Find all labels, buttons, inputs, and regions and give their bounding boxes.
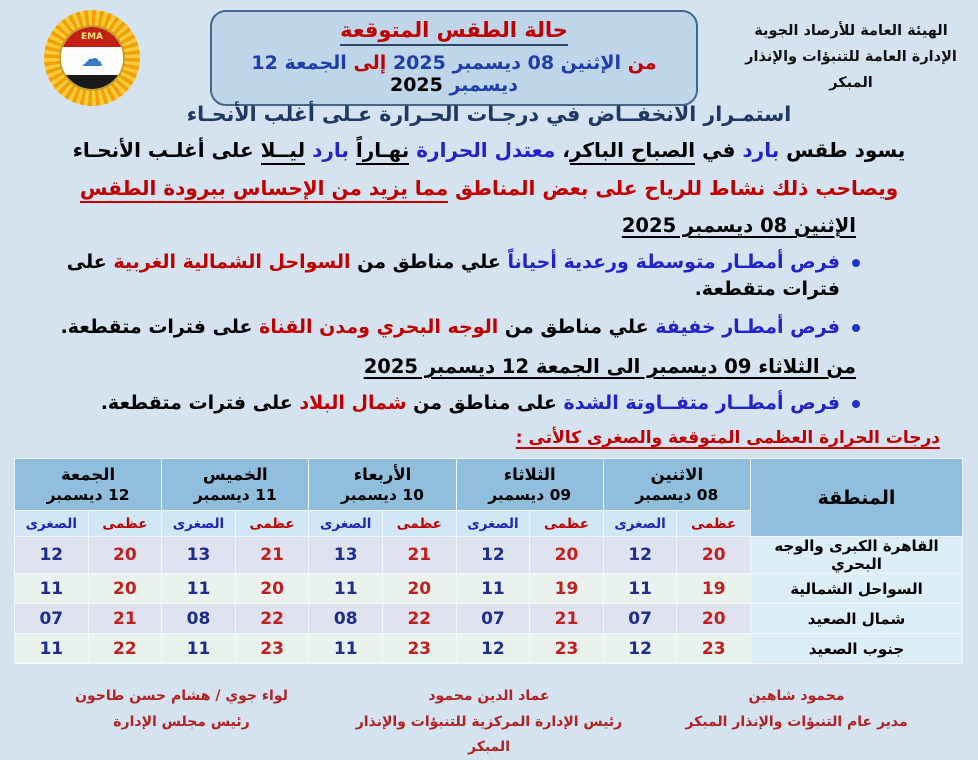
max-temp: 21	[88, 604, 162, 634]
text-segment: يسود طقس	[779, 138, 906, 162]
max-temp: 22	[235, 604, 309, 634]
forecast-bullet	[30, 390, 860, 417]
min-temp: 11	[14, 634, 88, 664]
max-temp: 19	[530, 574, 604, 604]
min-temp: 11	[14, 574, 88, 604]
min-temp: 12	[14, 537, 88, 574]
text-segment: بارد	[312, 138, 349, 162]
ema-logo	[12, 8, 172, 106]
text-segment: بارد	[742, 138, 780, 162]
org-line1: الهيئة العامة للأرصاد الجوية	[754, 23, 948, 39]
logo-emblem	[59, 25, 125, 91]
max-temp: 19	[677, 574, 751, 604]
max-temp: 20	[677, 604, 751, 634]
header-bar	[0, 8, 978, 96]
region-name: شمال الصعيد	[751, 604, 963, 634]
max-temp: 20	[677, 537, 751, 574]
max-label: عظمى	[235, 511, 309, 537]
day-header	[14, 459, 161, 511]
text-segment: الصباح الباكر	[570, 138, 695, 165]
day-name: الأربعاء	[353, 465, 412, 485]
day-date: 12 ديسمبر	[46, 486, 130, 505]
bullet-text	[30, 249, 840, 302]
text-segment: على مناطق من	[406, 391, 564, 414]
min-label: الصغرى	[603, 511, 677, 537]
max-temp: 20	[530, 537, 604, 574]
max-temp: 22	[88, 634, 162, 664]
table-row	[14, 537, 962, 574]
bullet-text	[101, 390, 840, 417]
region-name: القاهرة الكبرى والوجه البحري	[751, 537, 963, 574]
section-tue-fri	[0, 355, 978, 417]
signature-title: رئيس مجلس الإدارة	[113, 713, 250, 730]
text-segment: نهـاراً	[356, 138, 409, 165]
text-segment: ويصاحب ذلك نشاط للرياح على بعض المناطق	[448, 176, 899, 200]
signature-title: رئيس الإدارة المركزية للتنبؤات والإنذار المبكر	[355, 713, 623, 755]
text-segment: على أغلـب الأنحـاء	[72, 138, 261, 162]
min-temp: 07	[456, 604, 530, 634]
max-temp: 20	[235, 574, 309, 604]
signatures	[0, 684, 978, 760]
text-segment: علي مناطق من	[498, 316, 656, 339]
text-segment: الجمعة 12 ديسمبر	[251, 52, 519, 96]
text-segment: فرص أمطـار خفيفة	[655, 316, 840, 339]
day-date: 11 ديسمبر	[193, 486, 277, 505]
day-date: 09 ديسمبر	[488, 486, 572, 505]
min-temp: 12	[603, 537, 677, 574]
max-temp: 23	[530, 634, 604, 664]
day-name: الاثنين	[650, 465, 704, 485]
summary-line2	[0, 138, 978, 162]
day-date: 10 ديسمبر	[341, 486, 424, 505]
day-name: الخميس	[202, 465, 268, 485]
min-label: الصغرى	[14, 511, 88, 537]
min-temp: 11	[603, 574, 677, 604]
text-segment: ليــلا	[261, 138, 306, 165]
bullet-dot-icon	[852, 324, 860, 332]
signature-chairman	[30, 684, 333, 760]
min-temp: 12	[456, 634, 530, 664]
section-heading: من الثلاثاء 09 ديسمبر الى الجمعة 12 ديسمبر 2025	[363, 354, 856, 378]
min-temp: 11	[309, 634, 383, 664]
summary-line1: استمـرار الانخفــاض في درجـات الحـرارة عـلى أغلب الأنحـاء	[186, 102, 792, 126]
text-segment: ،	[555, 138, 570, 162]
signature-central-head	[338, 684, 641, 760]
min-temp: 08	[162, 604, 236, 634]
section-bullets	[0, 390, 978, 417]
max-temp: 21	[383, 537, 457, 574]
table-row	[14, 604, 962, 634]
text-segment: مما يزيد من الإحساس ببرودة الطقس	[80, 176, 448, 203]
text-segment: فرص أمطــار متفــاوتة الشدة	[563, 391, 840, 414]
signature-title: مدير عام التنبؤات والإنذار المبكر	[685, 713, 908, 730]
text-segment: على فترات متقطعة.	[100, 391, 300, 414]
day-name: الجمعة	[61, 465, 116, 485]
page-title: حالة الطقس المتوقعة	[340, 18, 568, 46]
min-temp: 11	[309, 574, 383, 604]
text-segment: شمال البلاد	[299, 391, 407, 414]
max-label: عظمى	[530, 511, 604, 537]
min-label: الصغرى	[162, 511, 236, 537]
max-label: عظمى	[88, 511, 162, 537]
day-header	[162, 459, 309, 511]
table-row	[14, 574, 962, 604]
text-segment: معتدل الحرارة	[409, 138, 556, 162]
date-range	[222, 52, 686, 96]
min-label: الصغرى	[309, 511, 383, 537]
min-temp: 11	[162, 634, 236, 664]
min-label: الصغرى	[456, 511, 530, 537]
forecast-bullet	[30, 249, 860, 302]
min-temp: 13	[162, 537, 236, 574]
min-temp: 08	[309, 604, 383, 634]
logo-ema-text: EMA	[61, 27, 123, 47]
region-name: جنوب الصعيد	[751, 634, 963, 664]
text-segment: في	[695, 138, 743, 162]
max-temp: 20	[88, 574, 162, 604]
max-temp: 21	[235, 537, 309, 574]
min-temp: 11	[162, 574, 236, 604]
temperature-note: درجات الحرارة العظمى المتوقعة والصغرى كالأتى :	[515, 428, 940, 449]
bullet-text	[61, 314, 840, 341]
min-temp: 12	[456, 537, 530, 574]
table-row	[14, 634, 962, 664]
org-line2: الإدارة العامة للتنبؤات والإنذار المبكر	[745, 49, 957, 92]
text-segment: من	[621, 52, 657, 74]
max-temp: 21	[530, 604, 604, 634]
text-segment: السواحل الشمالية الغربية	[113, 251, 351, 273]
text-segment: على فترات متقطعة.	[66, 251, 840, 300]
section-bullets	[0, 249, 978, 341]
table-body	[14, 537, 962, 664]
max-temp: 23	[677, 634, 751, 664]
text-segment: فرص أمطـار متوسطة ورعدية أحياناً	[507, 251, 840, 273]
max-temp: 20	[88, 537, 162, 574]
max-temp: 23	[383, 634, 457, 664]
sun-icon	[44, 10, 140, 106]
min-temp: 07	[603, 604, 677, 634]
day-header	[309, 459, 456, 511]
max-label: عظمى	[677, 511, 751, 537]
text-segment: على فترات متقطعة.	[60, 316, 260, 339]
text-segment: الإثنين 08 ديسمبر 2025	[386, 52, 622, 74]
title-box	[210, 10, 698, 106]
signature-name: عماد الدين محمود	[428, 688, 550, 705]
region-name: السواحل الشمالية	[751, 574, 963, 604]
cloud-band	[61, 47, 123, 75]
max-temp: 20	[383, 574, 457, 604]
signature-name: لواء جوي / هشام حسن طاحون	[75, 688, 288, 705]
max-temp: 22	[383, 604, 457, 634]
text-segment: الوجه البحري ومدن القناة	[259, 316, 499, 339]
day-date: 08 ديسمبر	[635, 486, 719, 505]
signature-director	[645, 684, 948, 760]
min-temp: 13	[309, 537, 383, 574]
summary-line3	[0, 176, 978, 200]
region-column-header: المنطقة	[751, 459, 963, 537]
logo-black-band	[61, 75, 123, 89]
org-names	[736, 8, 966, 96]
bullet-dot-icon	[852, 400, 860, 408]
max-temp: 23	[235, 634, 309, 664]
text-segment	[349, 138, 356, 162]
bullet-dot-icon	[852, 259, 860, 267]
min-temp: 07	[14, 604, 88, 634]
forecast-bullet	[30, 314, 860, 341]
day-header	[603, 459, 750, 511]
text-segment: إلى	[353, 52, 387, 74]
temperature-table	[14, 458, 963, 664]
section-monday	[0, 214, 978, 341]
cloud-icon: ☁	[81, 47, 103, 72]
min-temp: 11	[456, 574, 530, 604]
table-head	[14, 459, 962, 537]
min-temp: 12	[603, 634, 677, 664]
max-label: عظمى	[383, 511, 457, 537]
section-heading: الإثنين 08 ديسمبر 2025	[621, 214, 856, 237]
signature-name: محمود شاهين	[748, 688, 845, 705]
day-name: الثلاثاء	[503, 465, 556, 485]
text-segment: 2025	[389, 74, 443, 96]
day-header	[456, 459, 603, 511]
text-segment: علي مناطق من	[350, 251, 508, 273]
